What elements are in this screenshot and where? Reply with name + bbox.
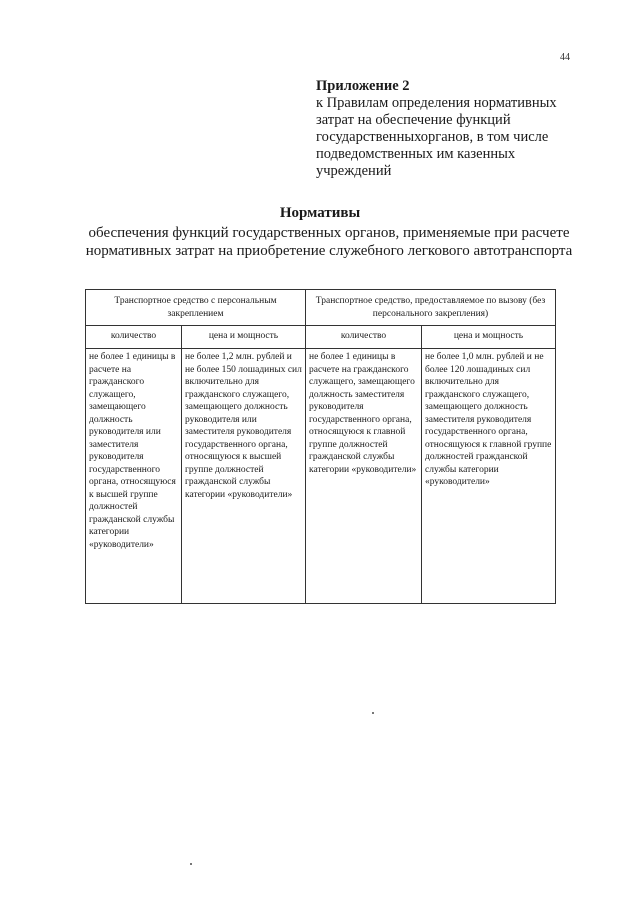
group-header-personal: Транспортное средство с персональным закреплением — [86, 290, 306, 326]
document-title: Нормативы — [279, 205, 361, 221]
sub-header-quantity: количество — [86, 326, 182, 349]
norms-table — [85, 289, 556, 604]
sub-header-quantity: количество — [306, 326, 422, 349]
table-group-header-row — [86, 290, 556, 326]
appendix-block — [316, 78, 616, 180]
table-cell: не более 1,2 млн. рублей и не более 150 лошадиных сил включительно для гражданского служащего, замещающего должность руководителя или заместителя руководителя государственного органа, относящуюся к высшей группе должностей гражданской службы категории «руководители» — [182, 349, 306, 604]
appendix-line: учреждений — [316, 163, 392, 179]
page-number: 44 — [560, 52, 570, 63]
subtitle-line: нормативных затрат на приобретение служебного легкового автотранспорта — [85, 243, 573, 259]
appendix-line: к Правилам определения нормативных — [316, 95, 557, 111]
table-cell: не более 1 единицы в расчете на гражданского служащего, замещающего должность заместителя руководителя государственного органа, относящуюся к главной группе должностей гражданской службы категории «руководители» — [306, 349, 422, 604]
subtitle-line: обеспечения функций государственных органов, применяемые при расчете — [88, 225, 570, 241]
appendix-line: затрат на обеспечение функций — [316, 112, 511, 128]
appendix-line: подведомственных им казенных — [316, 146, 516, 162]
group-header-on-call: Транспортное средство, предоставляемое по вызову (без персонального закрепления) — [306, 290, 556, 326]
table-cell: не более 1,0 млн. рублей и не более 120 лошадиных сил включительно для гражданского служащего, замещающего должность заместителя руководителя государственного органа, относящуюся к главной группе должностей гражданской службы категории «руководители» — [422, 349, 556, 604]
scan-speck — [190, 863, 192, 865]
scan-speck — [372, 712, 374, 714]
appendix-heading: Приложение 2 — [316, 78, 410, 94]
sub-header-price-power: цена и мощность — [182, 326, 306, 349]
appendix-line: государственныхорганов, в том числе — [316, 129, 549, 145]
table-cell: не более 1 единицы в расчете на гражданского служащего, замещающего должность руководителя или заместителя руководителя государственного органа, относящуюся к высшей группе должностей гражданской службы категории «руководители» — [86, 349, 182, 604]
sub-header-price-power: цена и мощность — [422, 326, 556, 349]
table-sub-header-row — [86, 326, 556, 349]
document-subtitle — [74, 224, 584, 260]
table-row — [86, 349, 556, 604]
